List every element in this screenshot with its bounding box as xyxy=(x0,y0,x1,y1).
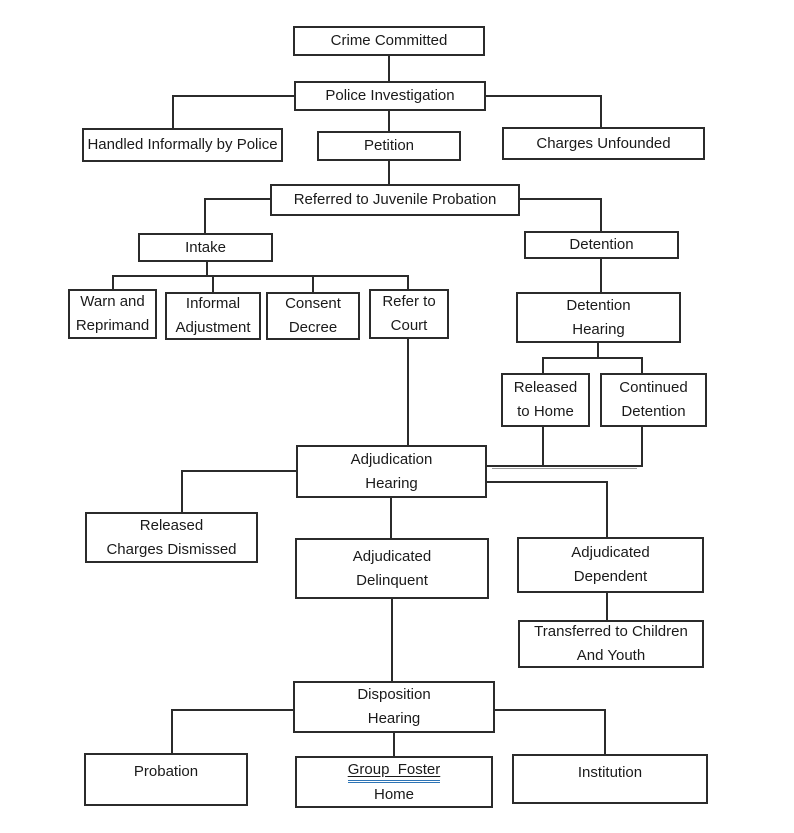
disposition-hearing-label-0: Disposition xyxy=(357,686,431,703)
petition xyxy=(317,131,461,161)
continued-detention-label-1: Detention xyxy=(621,403,686,420)
probation-label-0: Probation xyxy=(133,763,199,780)
connector-line xyxy=(542,357,544,373)
connector-line xyxy=(390,498,392,538)
probation xyxy=(84,753,248,806)
refer-to-court xyxy=(369,289,449,339)
continued-detention xyxy=(600,373,707,427)
connector-line xyxy=(312,275,314,292)
released-charges-dismissed-label-1: Charges Dismissed xyxy=(106,540,237,558)
connector-line xyxy=(388,161,390,184)
connector-line xyxy=(600,198,602,231)
adjudicated-dependent-label-1: Dependent xyxy=(573,568,648,585)
handled-informally-by-police xyxy=(82,128,283,162)
connector-line xyxy=(171,709,293,711)
adjudicated-dependent xyxy=(517,537,704,593)
petition-label-0: Petition xyxy=(363,137,415,154)
informal-adjustment-label-0: Informal xyxy=(185,295,241,312)
intake xyxy=(138,233,273,262)
connector-line xyxy=(487,481,608,483)
connector-line xyxy=(393,733,395,756)
charges-unfounded-label-0: Charges Unfounded xyxy=(536,134,671,152)
connector-line xyxy=(520,198,601,200)
continued-detention-label-0: Continued xyxy=(619,379,688,396)
connector-line xyxy=(171,709,173,753)
refer-to-court-label-0: Refer to xyxy=(382,293,436,310)
connector-line xyxy=(172,95,295,97)
disposition-hearing xyxy=(293,681,495,733)
connector-line xyxy=(487,465,643,467)
disposition-hearing-label-1: Hearing xyxy=(367,710,421,727)
police-investigation-label-0: Police Investigation xyxy=(325,87,455,104)
detention-hearing-label-0: Detention xyxy=(566,296,631,314)
adjudication-hearing-label-0: Adjudication xyxy=(350,450,433,468)
released-charges-dismissed-label-0: Released xyxy=(139,516,204,534)
consent-decree-label-0: Consent xyxy=(285,295,341,312)
released-to-home-label-0: Released xyxy=(513,379,578,396)
group-foster-home xyxy=(295,756,493,808)
connector-line xyxy=(181,470,183,512)
connector-line xyxy=(606,593,608,620)
detention-hearing-label-1: Hearing xyxy=(572,320,625,338)
referred-to-juvenile-probation-label-0: Referred to Juvenile Probation xyxy=(293,191,497,208)
consent-decree xyxy=(266,292,360,340)
transferred-to-children-and-youth-label-0: Transferred to Children xyxy=(534,623,688,640)
institution xyxy=(512,754,708,804)
connector-line xyxy=(391,599,393,681)
transferred-to-children-and-youth xyxy=(518,620,704,668)
connector-line xyxy=(486,95,602,97)
transferred-to-children-and-youth-label-1: And Youth xyxy=(576,647,646,664)
connector-line xyxy=(495,709,606,711)
group-foster-home-label-1: Home xyxy=(373,785,414,803)
refer-to-court-label-1: Court xyxy=(390,317,428,334)
adjudicated-delinquent xyxy=(295,538,489,599)
connector-line xyxy=(542,357,643,359)
warn-and-reprimand xyxy=(68,289,157,339)
connector-line xyxy=(407,275,409,289)
warn-and-reprimand-label-1: Reprimand xyxy=(75,317,150,334)
connector-line xyxy=(600,259,602,292)
released-to-home xyxy=(501,373,590,427)
detention xyxy=(524,231,679,259)
warn-and-reprimand-label-0: Warn and xyxy=(80,293,145,310)
released-to-home-label-1: to Home xyxy=(517,403,574,420)
group-foster-home-label-0: Group Foster xyxy=(348,760,441,783)
connector-line xyxy=(407,339,409,445)
connector-line xyxy=(204,198,270,200)
handled-informally-by-police-label-0: Handled Informally by Police xyxy=(87,136,278,153)
connector-line xyxy=(388,56,390,82)
connector-line xyxy=(181,470,296,472)
connector-line xyxy=(204,198,206,233)
connector-line xyxy=(641,357,643,373)
intake-label-0: Intake xyxy=(185,238,226,256)
connector-line xyxy=(600,95,602,127)
adjudicated-delinquent-label-0: Adjudicated xyxy=(352,547,432,565)
connector-line xyxy=(492,468,637,469)
referred-to-juvenile-probation xyxy=(270,184,520,216)
adjudicated-dependent-label-0: Adjudicated xyxy=(571,544,650,561)
connector-line xyxy=(606,481,608,537)
released-charges-dismissed xyxy=(85,512,258,563)
adjudication-hearing-label-1: Hearing xyxy=(365,474,418,492)
connector-line xyxy=(604,709,606,754)
consent-decree-label-1: Decree xyxy=(288,319,338,336)
connector-line xyxy=(641,427,643,467)
detention-hearing xyxy=(516,292,681,343)
informal-adjustment xyxy=(165,292,261,340)
adjudication-hearing xyxy=(296,445,487,498)
adjudicated-delinquent-label-1: Delinquent xyxy=(356,571,428,589)
crime-committed-label-0: Crime Committed xyxy=(330,32,448,49)
connector-line xyxy=(542,427,544,467)
police-investigation xyxy=(294,81,486,111)
connector-line xyxy=(112,275,409,277)
connector-line xyxy=(388,111,390,131)
connector-line xyxy=(597,343,599,358)
connector-line xyxy=(112,275,114,289)
informal-adjustment-label-1: Adjustment xyxy=(175,319,251,336)
connector-line xyxy=(206,261,208,276)
institution-label-0: Institution xyxy=(577,764,643,781)
crime-committed xyxy=(293,26,485,56)
connector-line xyxy=(172,95,174,128)
charges-unfounded xyxy=(502,127,705,160)
detention-label-0: Detention xyxy=(569,236,634,253)
connector-line xyxy=(212,275,214,292)
